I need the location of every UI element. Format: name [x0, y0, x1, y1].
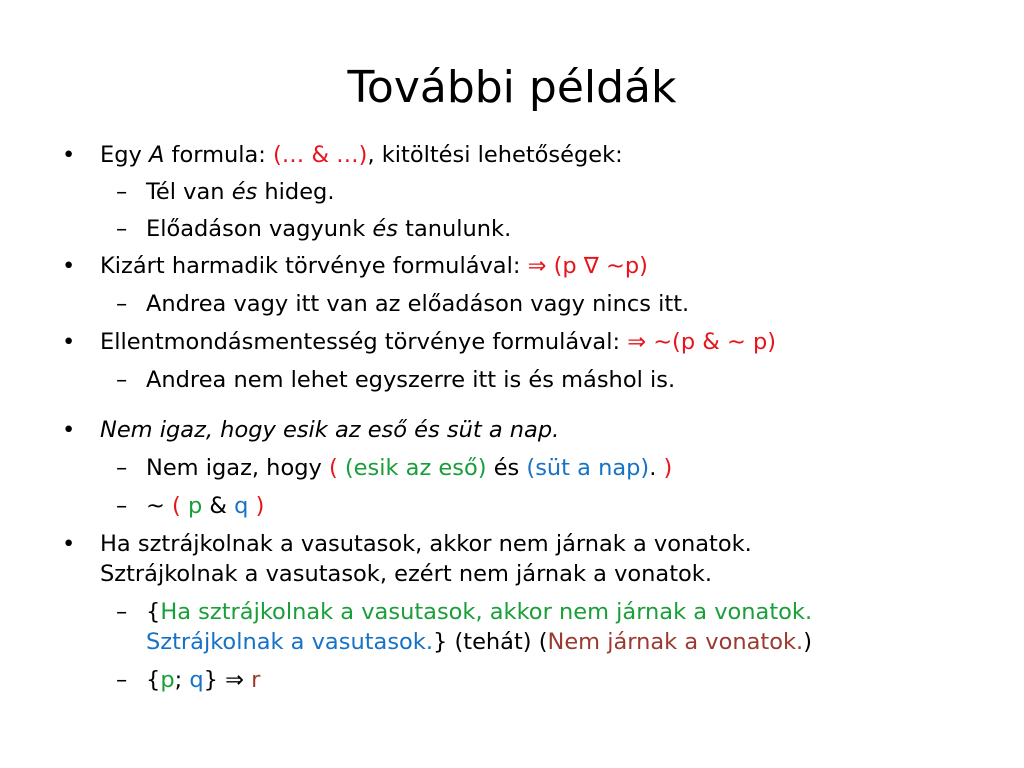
text: . — [649, 455, 664, 481]
bullet-marker: • — [62, 417, 76, 443]
text — [181, 493, 188, 519]
sub-item-6 — [146, 491, 264, 521]
variable-q: q — [189, 667, 204, 693]
text: Andrea nem lehet egyszerre itt is és máshol is. — [146, 367, 676, 393]
sub-item-8 — [146, 665, 260, 695]
dash-marker: – — [116, 599, 128, 625]
sub-item-4 — [146, 365, 675, 395]
paren-red: ) — [663, 455, 673, 481]
paren-red: ( — [328, 455, 338, 481]
sub-item-2 — [146, 214, 511, 244]
text: Andrea vagy itt van az előadáson vagy nincs itt. — [146, 291, 690, 317]
text — [248, 493, 255, 519]
bullet-marker: • — [62, 531, 76, 557]
text: Kizárt harmadik törvénye formulával: — [100, 253, 528, 279]
text-italic: és — [231, 179, 258, 205]
dash-marker: – — [116, 367, 128, 393]
text: Nem igaz, hogy — [146, 455, 329, 481]
dash-marker: – — [116, 493, 128, 519]
text: hideg. — [257, 179, 335, 205]
sub-item-1 — [146, 177, 335, 207]
text: { — [146, 599, 161, 625]
text: Egy — [100, 142, 149, 168]
text: ) — [803, 629, 812, 655]
variable-p: p — [187, 493, 203, 519]
text: Előadáson vagyunk — [146, 216, 373, 242]
text: } — [203, 667, 226, 693]
text: tanulunk. — [397, 216, 512, 242]
text: } (tehát) ( — [433, 629, 548, 655]
dash-marker: – — [116, 179, 128, 205]
text: & — [202, 493, 235, 519]
paren-red: ) — [255, 493, 265, 519]
premise-green: Ha sztrájkolnak a vasutasok, akkor nem járnak a vonatok. — [160, 599, 813, 625]
formula-red: ⇒ ∼(p & ∼ p) — [627, 329, 777, 355]
variable-q: q — [234, 493, 249, 519]
formula-red: ⇒ (p ∇ ∼p) — [527, 253, 648, 279]
implies-symbol: ⇒ — [225, 667, 244, 693]
sub-item-5 — [146, 453, 672, 483]
variable-p: p — [160, 667, 175, 693]
text: { — [146, 667, 161, 693]
bullet-marker: • — [62, 142, 76, 168]
paren-red: ( — [172, 493, 181, 519]
dash-marker: – — [116, 216, 128, 242]
bullet-marker: • — [62, 253, 76, 279]
bullet-1 — [100, 140, 623, 170]
bullet-2 — [100, 251, 648, 281]
text: , kitöltési lehetőségek: — [367, 142, 623, 168]
text-italic: A — [148, 142, 165, 168]
sub-item-7-line-1 — [146, 597, 812, 627]
text: ~ — [146, 493, 173, 519]
sub-item-7-line-2 — [146, 627, 812, 657]
text: és — [486, 455, 527, 481]
text: formula: — [164, 142, 274, 168]
bullet-5-line-2: Sztrájkolnak a vasutasok, ezért nem járnak a vonatok. — [100, 561, 712, 587]
clause-blue: (süt a nap) — [526, 455, 650, 481]
text: ; — [174, 667, 190, 693]
text: Ellentmondásmentesség törvénye formulával: — [100, 329, 628, 355]
clause-green: (esik az eső) — [344, 455, 487, 481]
variable-r: r — [243, 667, 261, 693]
dash-marker: – — [116, 291, 128, 317]
bullet-3 — [100, 327, 776, 357]
bullet-4 — [100, 415, 559, 445]
sub-item-3 — [146, 289, 689, 319]
text-italic: és — [372, 216, 398, 242]
premise-blue: Sztrájkolnak a vasutasok. — [146, 629, 433, 655]
dash-marker: – — [116, 667, 128, 693]
bullet-5-line-1: Ha sztrájkolnak a vasutasok, akkor nem járnak a vonatok. — [100, 531, 752, 557]
conclusion-maroon: Nem járnak a vonatok. — [547, 629, 804, 655]
dash-marker: – — [116, 455, 128, 481]
text — [338, 455, 345, 481]
bullet-marker: • — [62, 329, 76, 355]
formula-red: (… & …) — [273, 142, 368, 168]
text: Tél van — [146, 179, 232, 205]
slide-title: További példák — [347, 62, 677, 113]
text-italic: Nem igaz, hogy esik az eső és süt a nap. — [100, 417, 560, 443]
